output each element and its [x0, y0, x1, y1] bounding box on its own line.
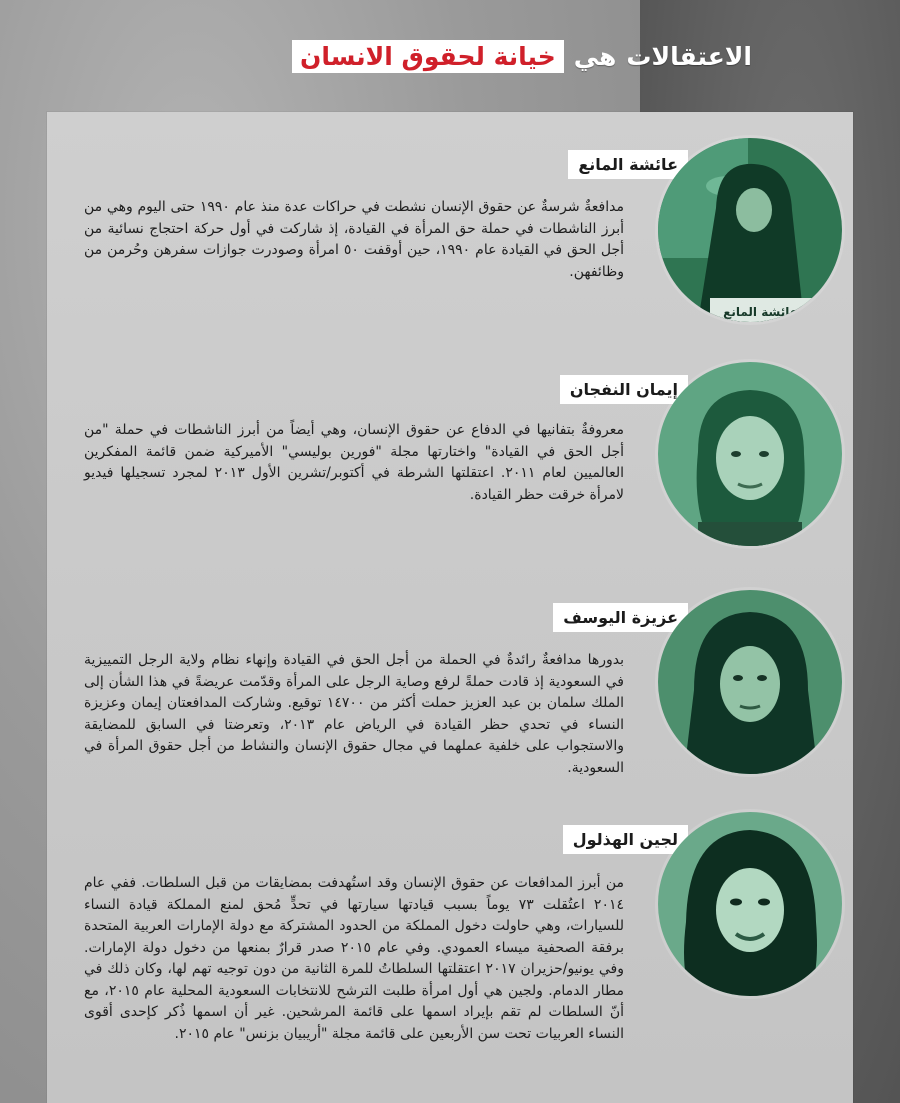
profile-name-loujain: لجين الهذلول: [563, 825, 688, 854]
portrait-loujain: [658, 812, 842, 996]
portrait-aziza: [658, 590, 842, 774]
profile-bio-eman: معروفةٌ بتفانيها في الدفاع عن حقوق الإنسان، وهي أيضاً من أبرز الناشطات في حملة "من أجل الحق في القيادة" واختارتها مجلة "فورين بوليسي" الأميركية ضمن قائمة المفكرين العالميين لعام ٢٠١١. اعتقلتها الشرطة في أكتوبر/تشرين الأول ٢٠١٣ لمجرد تسجيلها فيديو لامرأة خرقت حظر القيادة.: [84, 422, 624, 503]
page-title: [292, 40, 752, 73]
profile-name-aziza: عزيزة اليوسف: [553, 603, 688, 632]
portrait-aisha: [658, 138, 842, 322]
profile-name-aisha: عائشة المانع: [568, 150, 688, 179]
profile-bio-aisha: مدافعةٌ شرسةٌ عن حقوق الإنسان نشطت في حراكات عدة منذ عام ١٩٩٠ حتى اليوم وهي من أبرز الناشطات في حملة حق المرأة في القيادة، إذ شاركت في أول حركة احتجاج نسائية من أجل الحق في القيادة عام ١٩٩٠، حين أوقفت ٥٠ امرأة وصودرت جوازات سفرهن وحُرمن من وظائفهن.: [84, 199, 625, 280]
profile-name-eman: إيمان النفجان: [560, 375, 688, 404]
title-part-betrayal: خيانة لحقوق الانسان: [292, 40, 564, 73]
portrait-caption: د. عائشة المانع: [723, 305, 813, 319]
portrait-eman: [658, 362, 842, 546]
title-part-detentions: الاعتقالات: [626, 42, 752, 71]
profile-bio-loujain: من أبرز المدافعات عن حقوق الإنسان وقد استُهدفت بمضايقات من قبل السلطات. ففي عام ٢٠١٤ اعتُقلت ٧٣ يوماً بسبب قيادتها سيارتها في تحدٍّ مُحق لمنع المملكة قيادة النساء للسيارات، وهي حاولت دخول المملكة من الحدود المشتركة مع دولة الإمارات العربية المتحدة برفقة الصحفية ميساء العمودي. وفي عام ٢٠١٥ صدر قرارٌ بمنعها من دخول دولة الإمارات. وفي يونيو/حزيران ٢٠١٧ اعتقلتها السلطاتُ للمرة الثانية من دون توجيه تهم لها، وكان ذلك في مطار الدمام. ولجين هي أول امرأة طلبت الترشح للانتخابات السعودية المحلية عام ٢٠١٥، مع أنّ السلطات لم تقم بإيراد اسمها على قائمة المرشحين. غير أن اسمها ذُكر كإحدى أقوى النساء العربيات تحت سن الأربعين على قائمة مجلة "أريبيان بزنس" عام ٢٠١٥.: [84, 875, 625, 1042]
profile-bio-aziza: بدورها مدافعةٌ رائدةٌ في الحملة من أجل الحق في القيادة وإنهاء نظام ولاية الرجل التمييزية في السعودية إذ قادت حملةً لرفع وصاية الرجل على المرأة وقدّمت عريضةً في هذا الشأن إلى الملك سلمان بن عبد العزيز حملت أكثر من ١٤٧٠٠ توقيع. وشاركت المدافعتان إيمان وعزيزة النساء في تحدي حظر القيادة في الرياض عام ٢٠١٣، وتعرضتا في السابق للمضايقة والاستجواب على خلفية عملهما في مجال حقوق الإنسان والنشاط من أجل حقوق المرأة في السعودية.: [84, 652, 625, 776]
title-part-are: هي: [573, 42, 617, 71]
